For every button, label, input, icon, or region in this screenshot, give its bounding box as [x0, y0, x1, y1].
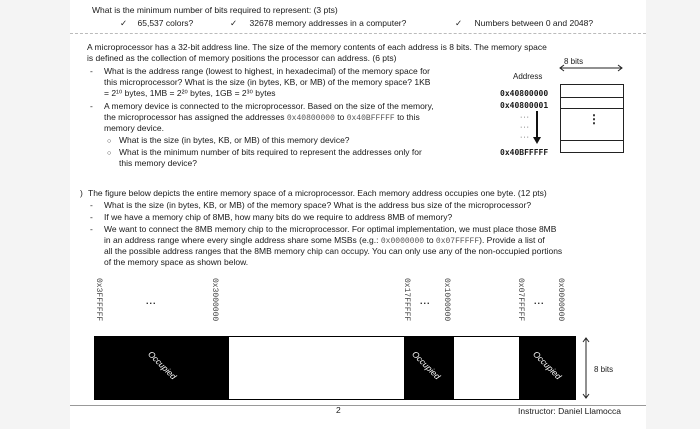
- q1-option-1: [120, 18, 193, 29]
- q2-sub-2-line1: What is the minimum number of bits required to represent the addresses only for: [119, 147, 422, 157]
- bullet-dash: -: [90, 224, 93, 234]
- text-segment: the microprocessor has assigned the addresses: [104, 112, 287, 122]
- checkmark-icon: ✓: [230, 18, 238, 28]
- q2-bullet-a-line2: this microprocessor? What is the size (in bytes, KB, or MB) of the memory space? 1KB: [104, 77, 431, 87]
- occupied-block: [404, 336, 454, 400]
- circle-bullet-icon: ○: [107, 138, 112, 145]
- occupied-block: [519, 336, 576, 400]
- bits-label: 8 bits: [594, 365, 614, 374]
- address-label: 0x3000000: [210, 278, 219, 322]
- text-segment: to: [424, 235, 436, 245]
- ellipsis: ...: [534, 296, 545, 306]
- address-label: 0x17FFFFF: [402, 278, 411, 322]
- section-divider: [70, 33, 646, 34]
- q2-intro-line2: is defined as the collection of memory positions the processor can address. (6 pts): [87, 53, 397, 63]
- q2-bullet-b-line1: A memory device is connected to the microprocessor. Based on the size of the memory,: [104, 101, 434, 111]
- vertical-ellipsis-icon: ⋮: [588, 112, 600, 126]
- q3-bullet-b: If we have a memory chip of 8MB, how many bits do we require to address 8MB of memory?: [104, 212, 453, 222]
- dots: ···: [520, 114, 530, 121]
- dots: ···: [520, 134, 530, 141]
- right-margin: [646, 0, 700, 429]
- address-end: 0x40BFFFFF: [346, 114, 395, 123]
- circle-bullet-icon: ○: [107, 150, 112, 157]
- occupied-label: Occupied: [410, 348, 443, 382]
- q3-bullet-c-line3: all the possible address ranges that the 8MB memory chip can occupy. You can only use any of the non-occupied portions: [104, 246, 563, 256]
- down-arrow-icon: [532, 111, 542, 145]
- address-start: 0x0000000: [380, 237, 425, 246]
- instructor-name: Instructor: Daniel Llamocca: [518, 406, 621, 416]
- memory-cell-range: [560, 108, 624, 141]
- checkmark-icon: ✓: [455, 18, 463, 28]
- text-segment: to: [334, 112, 347, 122]
- q2-bullet-b-line3: memory device.: [104, 123, 164, 133]
- text-segment: in an address range where every single address share some MSBs (e.g.:: [104, 235, 381, 245]
- bullet-dash: -: [90, 200, 93, 210]
- q3-bullet-c-line4: of the memory space as shown below.: [104, 257, 249, 267]
- ellipsis: ...: [146, 296, 157, 306]
- bullet-dash: -: [90, 101, 93, 111]
- memory-cell: [560, 140, 624, 153]
- q3-bullet-a: What is the size (in bytes, KB, or MB) of the memory space? What is the address bus size of the microprocessor?: [104, 200, 532, 210]
- q2-sub-2-line2: this memory device?: [119, 158, 197, 168]
- address-label: 0x3FFFFFF: [94, 278, 103, 322]
- q1-option-3-text: Numbers between 0 and 2048?: [474, 18, 594, 28]
- q1-title: What is the minimum number of bits required to represent: (3 pts): [92, 5, 338, 15]
- text-segment: to this: [394, 112, 420, 122]
- height-arrow-icon: [581, 336, 591, 400]
- text-segment: ). Provide a list of: [479, 235, 545, 245]
- occupied-block: [94, 336, 229, 400]
- q2-bullet-a-line3: = 2¹⁰ bytes, 1MB = 2²⁰ bytes, 1GB = 2³⁰ bytes: [104, 88, 276, 98]
- address-first: 0x40800000: [500, 89, 549, 98]
- occupied-label: Occupied: [531, 348, 564, 382]
- q1-option-2: [230, 18, 406, 29]
- address-last: 0x40BFFFFF: [500, 148, 549, 157]
- ellipsis: ...: [420, 296, 431, 306]
- q3-bullet-c-line1: We want to connect the 8MB memory chip to the microprocessor. For optimal implementation, we must place those 8MB: [104, 224, 557, 234]
- width-arrow-icon: [558, 63, 624, 73]
- address-end: 0x07FFFFF: [435, 237, 480, 246]
- q1-option-2-text: 32678 memory addresses in a computer?: [249, 18, 407, 28]
- q1-option-1-text: 65,537 colors?: [137, 18, 194, 28]
- occupied-label: Occupied: [146, 348, 179, 382]
- bits-label: 8 bits: [564, 57, 584, 66]
- page-number: 2: [336, 405, 341, 415]
- free-block: [454, 336, 519, 400]
- dots: ···: [520, 124, 530, 131]
- free-block: [229, 336, 405, 400]
- checkmark-icon: ✓: [120, 18, 128, 28]
- q3-paren: ): [80, 188, 83, 198]
- address-start: 0x40800000: [286, 114, 335, 123]
- bullet-dash: -: [90, 66, 93, 76]
- q3-intro: The figure below depicts the entire memory space of a microprocessor. Each memory address occupies one byte. (12 pts): [88, 188, 547, 198]
- q1-option-3: [455, 18, 593, 29]
- address-second: 0x40800001: [500, 101, 549, 110]
- q2-sub-1: What is the size (in bytes, KB, or MB) of this memory device?: [119, 135, 350, 145]
- address-header: Address: [513, 72, 543, 81]
- document-page: [70, 0, 646, 429]
- address-label: 0x0000000: [556, 278, 565, 322]
- q2-intro-line1: A microprocessor has a 32-bit address line. The size of the memory contents of each address is 8 bits. The memory space: [87, 42, 547, 52]
- address-label: 0x07FFFFF: [516, 278, 525, 322]
- address-label: 0x1000000: [442, 278, 451, 322]
- q2-bullet-a-line1: What is the address range (lowest to highest, in hexadecimal) of the memory space for: [104, 66, 430, 76]
- left-margin: [0, 0, 70, 429]
- bullet-dash: -: [90, 212, 93, 222]
